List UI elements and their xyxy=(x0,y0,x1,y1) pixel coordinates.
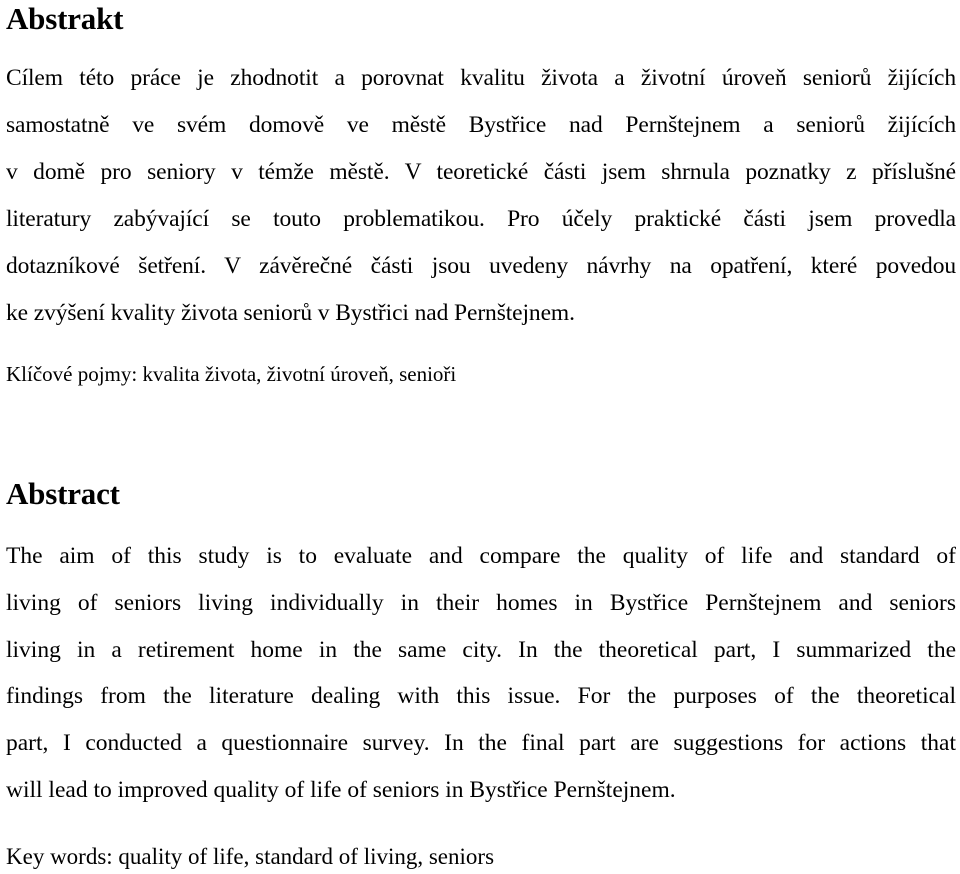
abstract-line: living in a retirement home in the same city. In the theoretical part, I summarized the xyxy=(6,636,956,663)
abstrakt-line: literatury zabývající se touto problematikou. Pro účely praktické části jsem provedla xyxy=(6,206,956,232)
abstrakt-line: ke zvýšení kvality života seniorů v Bystřici nad Pernštejnem. xyxy=(6,300,575,326)
abstract-line: The aim of this study is to evaluate and compare the quality of life and standard of xyxy=(6,543,956,569)
abstract-paragraph xyxy=(6,533,956,814)
abstrakt-heading: Abstrakt xyxy=(6,1,124,36)
key-words: Key words: quality of life, standard of living, seniors xyxy=(6,844,495,869)
abstract-line: will lead to improved quality of life of seniors in Bystřice Pernštejnem. xyxy=(6,776,676,803)
abstrakt-line: samostatně ve svém domově ve městě Bystřice nad Pernštejnem a seniorů žijících xyxy=(6,112,956,138)
abstract-heading: Abstract xyxy=(6,476,120,511)
abstrakt-line: dotazníkové šetření. V závěrečné části jsou uvedeny návrhy na opatření, které povedou xyxy=(6,253,956,279)
abstract-line: part, I conducted a questionnaire survey. In the final part are suggestions for actions that xyxy=(6,730,956,757)
abstrakt-line: Cílem této práce je zhodnotit a porovnat kvalitu života a životní úroveň seniorů žijících xyxy=(6,65,956,91)
klicove-pojmy: Klíčové pojmy: kvalita života, životní úroveň, senioři xyxy=(6,362,457,386)
abstract-line: living of seniors living individually in their homes in Bystřice Pernštejnem and seniors xyxy=(6,589,956,616)
abstrakt-line: v domě pro seniory v témže městě. V teoretické části jsem shrnula poznatky z příslušné xyxy=(6,159,956,185)
abstract-line: findings from the literature dealing with this issue. For the purposes of the theoretical xyxy=(6,683,956,710)
abstrakt-paragraph xyxy=(6,55,956,337)
